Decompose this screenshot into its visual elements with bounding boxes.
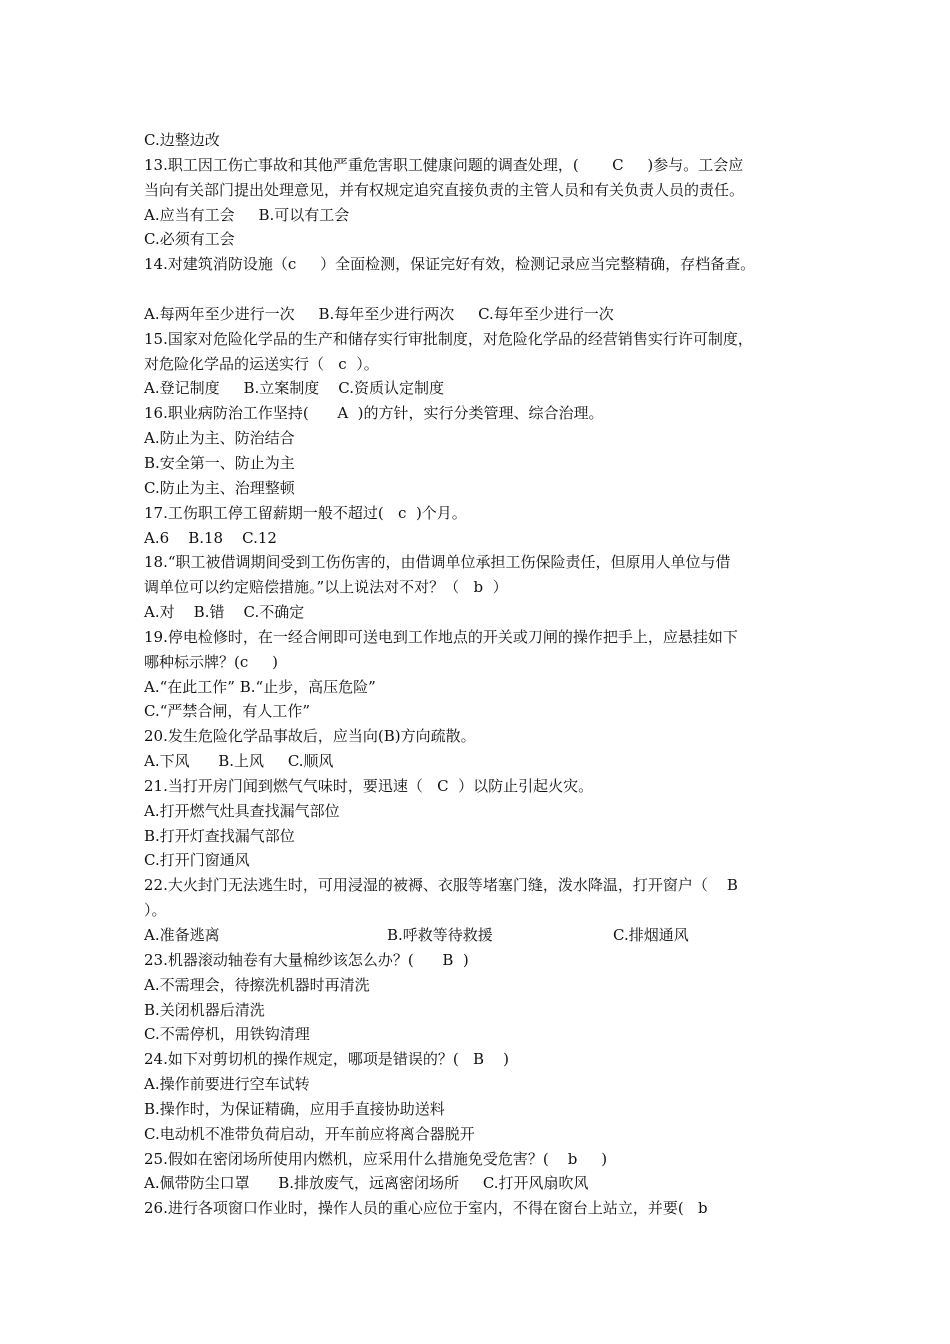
question-22: 22.大火封门无法逃生时，可用浸湿的被褥、衣服等堵塞门缝，泼水降温，打开窗户（ B: [144, 876, 738, 895]
text-line: ）。: [144, 901, 167, 920]
question-24: 24.如下对剪切机的操作规定，哪项是错误的？( B ): [144, 1050, 509, 1069]
question-14: 14.对建筑消防设施（c ）全面检测，保证完好有效，检测记录应当完整精确，存档备查。: [144, 255, 756, 274]
question-13: 13.职工因工伤亡事故和其他严重危害职工健康问题的调查处理，( C )参与。工会应: [144, 155, 744, 174]
text-line: 对危险化学品的运送实行（ c ）。: [144, 354, 379, 373]
question-21: 21.当打开房门闻到燃气气味时，要迅速（ C ）以防止引起火灾。: [144, 776, 594, 795]
q22-options-row: [144, 923, 824, 948]
option-line: A.不需理会，待擦洗机器时再清洗: [144, 975, 370, 994]
q22-option-c: C.排烟通风: [613, 926, 689, 944]
question-26: 26.进行各项窗口作业时，操作人员的重心应位于室内，不得在窗台上站立，并要( b: [144, 1199, 708, 1218]
question-17: 17.工伤职工停工留薪期一般不超过( c )个月。: [144, 503, 467, 522]
blank-line: [144, 277, 824, 302]
option-line: B.安全第一、防止为主: [144, 453, 295, 472]
option-line: C.电动机不准带负荷启动，开车前应将离合器脱开: [144, 1124, 475, 1143]
option-line: B.打开灯查找漏气部位: [144, 826, 295, 845]
question-19: 19.停电检修时，在一经合闸即可送电到工作地点的开关或刀闸的操作把手上，应悬挂如下: [144, 627, 738, 646]
option-line: A.打开燃气灶具查找漏气部位: [144, 801, 340, 820]
option-line: B.关闭机器后清洗: [144, 1000, 265, 1019]
option-line: C.不需停机，用铁钩清理: [144, 1025, 310, 1044]
question-18: 18.“职工被借调期间受到工伤伤害的，由借调单位承担工伤保险责任，但原用人单位与借: [144, 553, 731, 572]
question-23: 23.机器滚动轴卷有大量棉纱该怎么办？( B ): [144, 950, 469, 969]
question-25: 25.假如在密闭场所使用内燃机，应采用什么措施免受危害？( b ): [144, 1149, 608, 1168]
option-line: A.对 B.错 C.不确定: [144, 603, 305, 622]
option-line: A.每两年至少进行一次 B.每年至少进行两次 C.每年至少进行一次: [144, 304, 614, 323]
option-line: A.下风 B.上风 C.顺风: [144, 752, 334, 771]
option-line: C.必须有工会: [144, 230, 235, 249]
text-line: 调单位可以约定赔偿措施。”以上说法对不对？（ b ）: [144, 578, 508, 597]
document-page: [144, 128, 824, 1221]
option-line: A.“在此工作” B.“止步，高压危险”: [144, 677, 376, 696]
q22-option-a: A.准备逃离: [144, 926, 220, 944]
option-line: C.防止为主、治理整顿: [144, 478, 295, 497]
option-line: A.防止为主、防治结合: [144, 429, 295, 448]
text-line: 哪种标示牌？(c ): [144, 652, 278, 671]
option-line: C.打开门窗通风: [144, 851, 250, 870]
option-line: A.应当有工会 B.可以有工会: [144, 205, 350, 224]
option-line: B.操作时，为保证精确，应用手直接协助送料: [144, 1099, 445, 1118]
question-20: 20.发生危险化学品事故后，应当向(B)方向疏散。: [144, 727, 476, 746]
q22-option-b: B.呼救等待救援: [387, 926, 493, 944]
option-line: A.登记制度 B.立案制度 C.资质认定制度: [144, 379, 445, 398]
option-line: A.佩带防尘口罩 B.排放废气，远离密闭场所 C.打开风扇吹风: [144, 1174, 589, 1193]
text-line: 当向有关部门提出处理意见，并有权规定追究直接负责的主管人员和有关负责人员的责任。: [144, 180, 745, 199]
text-line: C.边整边改: [144, 131, 220, 149]
question-16: 16.职业病防治工作坚持( A )的方针，实行分类管理、综合治理。: [144, 404, 604, 423]
option-line: A.6 B.18 C.12: [144, 528, 277, 547]
option-line: A.操作前要进行空车试转: [144, 1075, 310, 1094]
question-15: 15.国家对危险化学品的生产和储存实行审批制度，对危险化学品的经营销售实行许可制度，: [144, 329, 753, 348]
option-line: C.“严禁合闸，有人工作”: [144, 702, 311, 721]
